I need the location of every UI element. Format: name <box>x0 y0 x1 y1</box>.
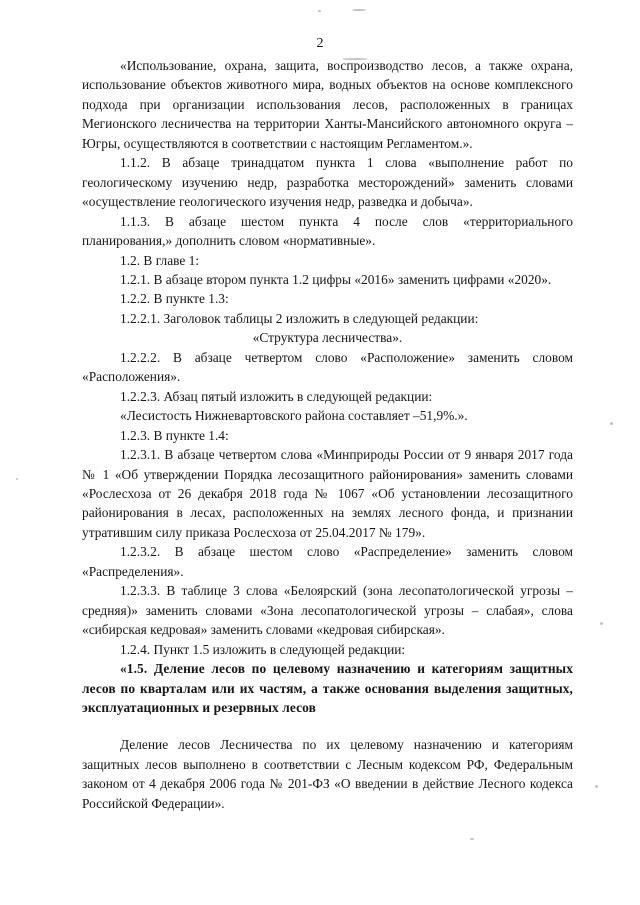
scan-speck <box>16 478 18 480</box>
scan-speck <box>595 785 598 788</box>
document-body <box>82 56 573 813</box>
paragraph-1-2-3-1: 1.2.3.1. В абзаце четвертом слова «Минприроды России от 9 января 2017 года № 1 «Об утверждении Порядка лесозащитного районирования» заменить словами «Рослесхоза от 26 декабря 2018 года № 1067 «Об установлении лесозащитного районирования в лесах, расположенных на землях лесного фонда, и признании утратившим силу приказа Рослесхоза от 25.04.2017 № 179». <box>82 447 573 540</box>
scan-speck <box>610 422 613 425</box>
paragraph-intro-quote: «Использование, охрана, защита, воспроизводство лесов, а также охрана, использование объектов животного мира, водных объектов на основе комплексного подхода при организации использования лесов, расположенных в границах Мегионского лесничества на территории Ханты-Мансийского автономного округа – Югры, осуществляются в соответствии с настоящим Регламентом.». <box>82 58 573 151</box>
scan-speck <box>600 622 603 625</box>
scan-speck <box>352 9 366 11</box>
paragraph-1-1-2: 1.1.2. В абзаце тринадцатом пункта 1 слова «выполнение работ по геологическому изучению недр, разработка месторождений» заменить словами «осуществление геологического изучения недр, разведка и добыча». <box>82 155 573 210</box>
paragraph-1-2-4: 1.2.4. Пункт 1.5 изложить в следующей редакции: <box>120 641 406 657</box>
paragraph-1-2-2-3: 1.2.2.3. Абзац пятый изложить в следующей редакции: <box>120 388 433 404</box>
paragraph-forest-cover: «Лесистость Нижневартовского района составляет –51,9%.». <box>120 408 468 424</box>
paragraph-1-2-3-2: 1.2.3.2. В абзаце шестом слово «Распределение» заменить словом «Распределения». <box>82 544 573 579</box>
paragraph-1-2-2: 1.2.2. В пункте 1.3: <box>120 291 229 307</box>
paragraph-forest-division: Деление лесов Лесничества по их целевому назначению и категориям защитных лесов выполнено в соответствии с Лесным кодексом РФ, Федеральным законом от 4 декабря 2006 года № 201-ФЗ «О введении в действие Лесного кодекса Российской Федерации». <box>82 737 573 811</box>
paragraph-1-2-1: 1.2.1. В абзаце втором пункта 1.2 цифры «2016» заменить цифрами «2020». <box>120 271 552 287</box>
paragraph-1-2-2-1: 1.2.2.1. Заголовок таблицы 2 изложить в следующей редакции: <box>120 310 479 326</box>
page-number: 2 <box>316 36 324 51</box>
paragraph-1-2-3-3: 1.2.3.3. В таблице 3 слова «Белоярский (зона лесопатологической угрозы – средняя)» заменить словами «Зона лесопатологической угрозы – слабая», слова «сибирская кедровая» заменить словами «кедровая сибирская». <box>82 583 573 638</box>
section-heading-1-5: «1.5. Деление лесов по целевому назначению и категориям защитных лесов по кварталам или их частям, а также основания выделения защитных, эксплуатационных и резервных лесов <box>82 661 573 715</box>
paragraph-1-2: 1.2. В главе 1: <box>120 252 200 268</box>
scan-speck <box>318 10 321 12</box>
paragraph-table-title: «Структура лесничества». <box>252 330 403 346</box>
paragraph-1-1-3: 1.1.3. В абзаце шестом пункта 4 после слов «территориального планирования,» дополнить словом «нормативные». <box>82 213 573 249</box>
paragraph-1-2-3: 1.2.3. В пункте 1.4: <box>120 427 229 443</box>
paragraph-1-2-2-2: 1.2.2.2. В абзаце четвертом слово «Расположение» заменить словом «Расположения». <box>82 349 573 385</box>
scan-speck <box>470 838 474 840</box>
